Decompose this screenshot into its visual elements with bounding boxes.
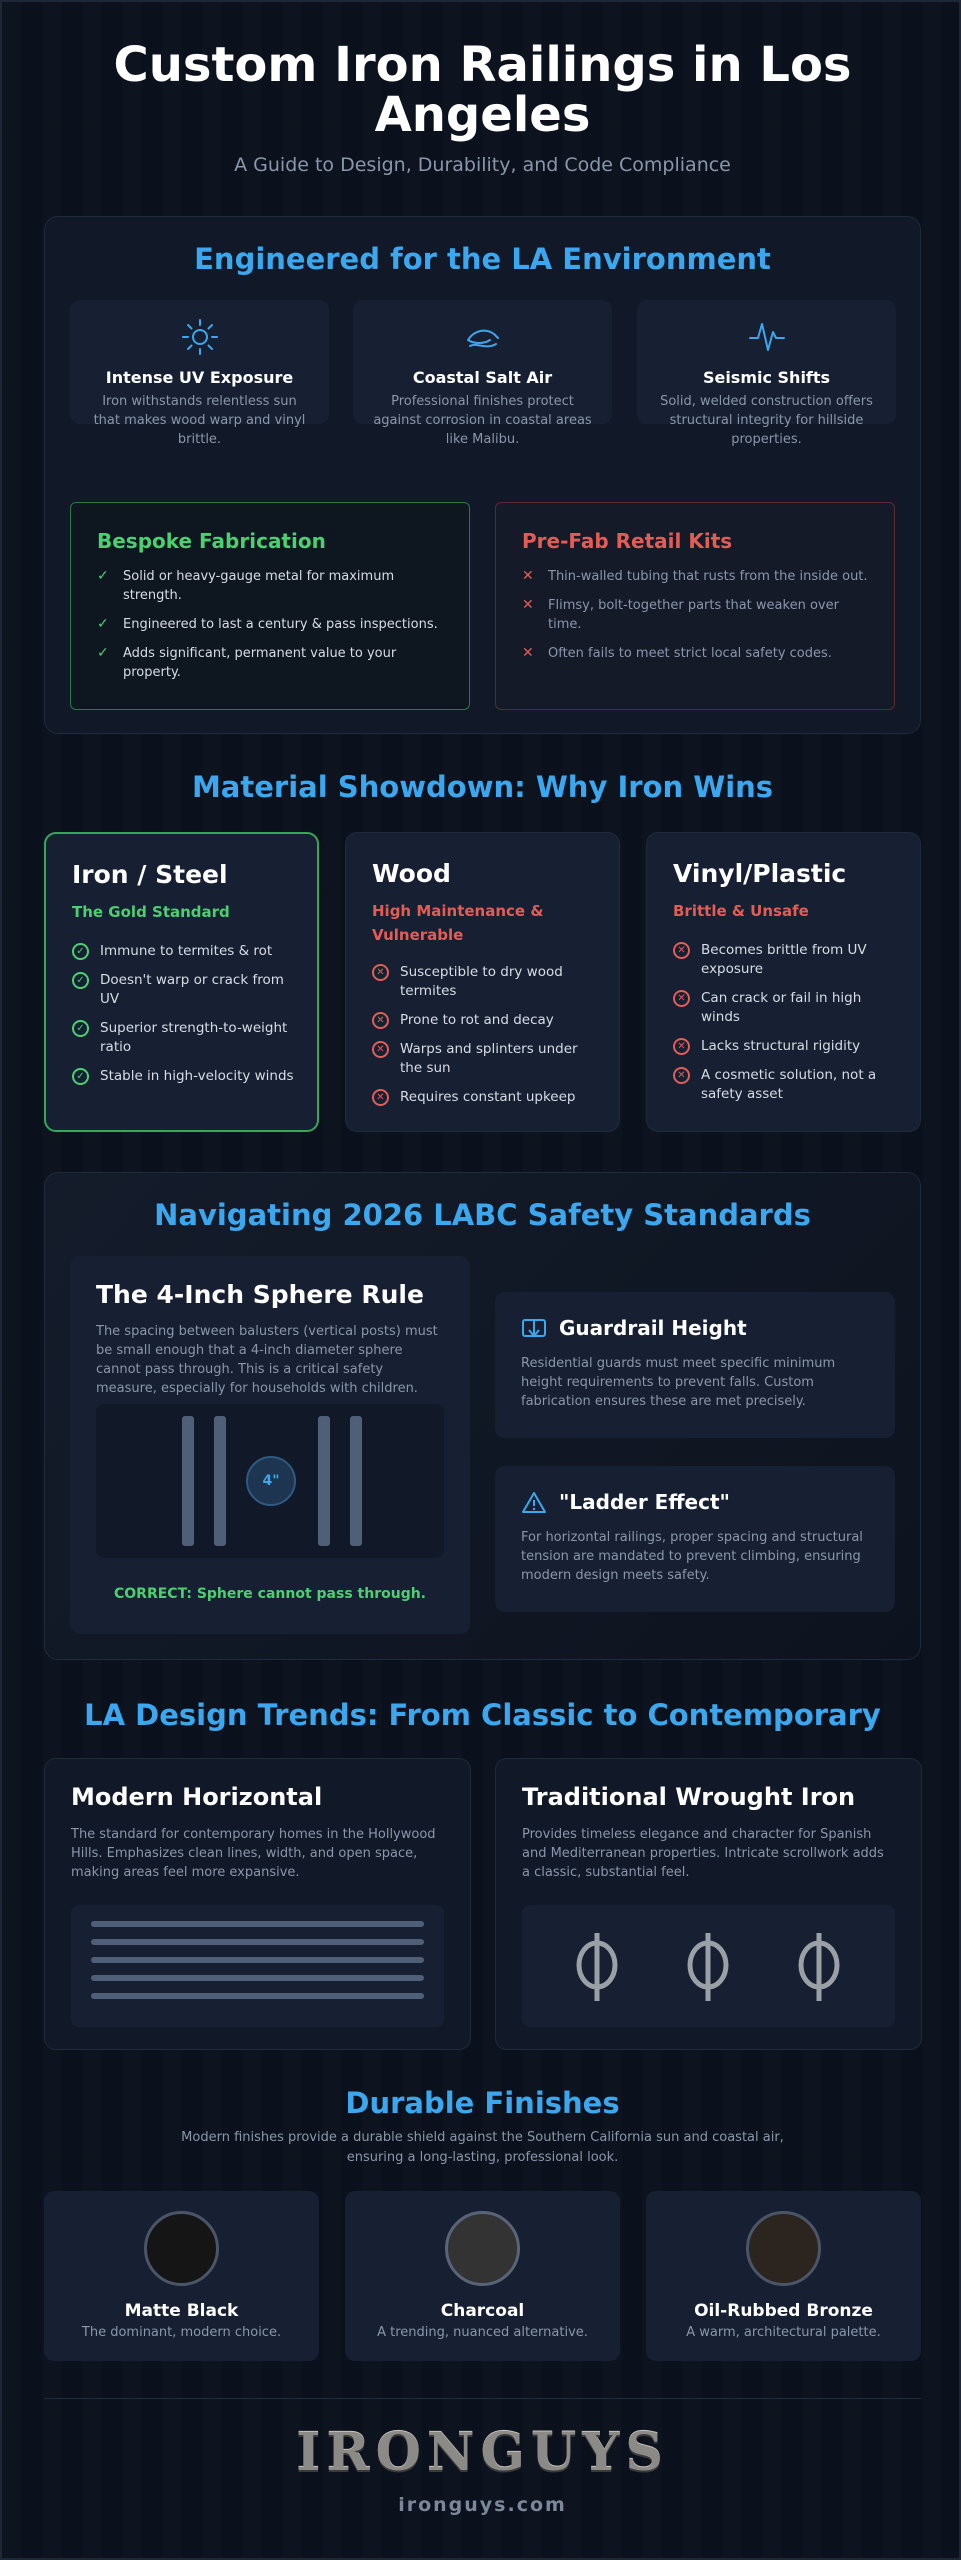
x-circle-icon: ✕ xyxy=(673,990,690,1007)
rail xyxy=(91,1957,424,1963)
list-item: ✕ Becomes brittle from UV exposure xyxy=(673,941,902,979)
trend-card-traditional xyxy=(495,1758,922,2050)
sphere-caption: CORRECT: Sphere cannot pass through. xyxy=(114,1586,426,1602)
finish-desc: The dominant, modern choice. xyxy=(81,2325,282,2340)
material-card-wood xyxy=(345,832,620,1132)
check-icon: ✓ xyxy=(97,616,109,632)
finish-card-matte-black xyxy=(44,2191,319,2361)
baluster-diagram xyxy=(96,1404,444,1558)
rail xyxy=(91,1921,424,1927)
env-card-text: Iron withstands relentless sun that makes wood warp and vinyl brittle. xyxy=(93,394,306,447)
list-item: ✕ A cosmetic solution, not a safety asset xyxy=(673,1066,902,1104)
trend-title: Traditional Wrought Iron xyxy=(522,1783,856,1811)
x-circle-icon: ✕ xyxy=(372,1041,389,1058)
check-circle-icon: ✓ xyxy=(72,1068,89,1085)
rail xyxy=(91,1939,424,1945)
guardrail-title: Guardrail Height xyxy=(559,1316,747,1340)
sphere-4-inch: 4" xyxy=(246,1456,296,1506)
guardrail-icon xyxy=(521,1316,547,1342)
cross-icon: ✕ xyxy=(522,645,534,661)
list-item: ✕ Requires constant upkeep xyxy=(372,1088,601,1107)
trend-title: Modern Horizontal xyxy=(71,1783,323,1811)
baluster xyxy=(214,1416,226,1546)
guardrail-card xyxy=(495,1292,895,1438)
finish-card-bronze xyxy=(646,2191,921,2361)
ladder-title: "Ladder Effect" xyxy=(559,1490,730,1514)
check-circle-icon: ✓ xyxy=(72,1020,89,1037)
wave-icon xyxy=(353,318,612,356)
list-item: ✕ Susceptible to dry wood termites xyxy=(372,963,601,1001)
list-item: ✓ Engineered to last a century & pass inspections. xyxy=(97,616,438,632)
list-item: ✕ Warps and splinters under the sun xyxy=(372,1040,601,1078)
list-item: ✕ Flimsy, bolt-together parts that weaken over time. xyxy=(522,597,839,632)
guardrail-text: Residential guards must meet specific minimum height requirements to prevent falls. Custom fabrication ensures these are met precisely. xyxy=(521,1356,836,1409)
finishes-intro: Modern finishes provide a durable shield against the Southern California sun and coastal air, ensuring a long-lasting, professional look. xyxy=(181,2130,784,2165)
list-item: ✕ Can crack or fail in high winds xyxy=(673,989,902,1027)
trends-title: LA Design Trends: From Classic to Contemporary xyxy=(84,1698,881,1732)
check-icon: ✓ xyxy=(97,645,109,661)
env-card-title: Coastal Salt Air xyxy=(412,368,553,387)
material-title: Iron / Steel xyxy=(72,860,228,889)
list-item: ✕ Thin-walled tubing that rusts from the inside out. xyxy=(522,568,868,584)
material-tag: The Gold Standard xyxy=(72,903,230,921)
bespoke-box xyxy=(70,502,470,710)
finish-swatch xyxy=(746,2211,821,2286)
check-circle-icon: ✓ xyxy=(72,943,89,960)
finish-name: Matte Black xyxy=(124,2301,239,2321)
sun-icon xyxy=(70,318,329,356)
material-tag: High Maintenance & Vulnerable xyxy=(372,902,544,944)
finish-swatch xyxy=(445,2211,520,2286)
sphere-rule-card xyxy=(70,1256,470,1634)
finish-desc: A warm, architectural palette. xyxy=(686,2325,881,2340)
env-card-text: Solid, welded construction offers structural integrity for hillside properties. xyxy=(660,394,873,447)
x-circle-icon: ✕ xyxy=(673,1038,690,1055)
environment-title: Engineered for the LA Environment xyxy=(194,242,771,276)
page-subtitle: A Guide to Design, Durability, and Code Compliance xyxy=(234,154,731,176)
rail xyxy=(91,1993,424,1999)
prefab-box xyxy=(495,502,895,710)
material-tag: Brittle & Unsafe xyxy=(673,902,809,920)
x-circle-icon: ✕ xyxy=(372,1012,389,1029)
env-card-text: Professional finishes protect against corrosion in coastal areas like Malibu. xyxy=(373,394,592,447)
x-circle-icon: ✕ xyxy=(673,1067,690,1084)
finish-swatch xyxy=(144,2211,219,2286)
wrought-iron-diagram xyxy=(522,1905,895,2027)
trend-text: The standard for contemporary homes in the Hollywood Hills. Emphasizes clean lines, width, and open space, making areas feel more expansive. xyxy=(71,1827,436,1880)
cross-icon: ✕ xyxy=(522,597,534,613)
finish-card-charcoal xyxy=(345,2191,620,2361)
sphere-rule-title: The 4-Inch Sphere Rule xyxy=(96,1280,424,1309)
env-card-seismic xyxy=(637,300,896,447)
page-title: Custom Iron Railings in Los Angeles xyxy=(113,37,852,143)
material-card-vinyl xyxy=(646,832,921,1132)
sphere-rule-text: The spacing between balusters (vertical posts) must be small enough that a 4-inch diameter sphere cannot pass through. This is a critical safety measure, especially for households with children. xyxy=(96,1324,438,1396)
env-card-uv xyxy=(70,300,329,447)
material-title: Wood xyxy=(372,859,451,888)
list-item: ✕ Prone to rot and decay xyxy=(372,1011,601,1030)
env-card-salt xyxy=(353,300,612,447)
list-item: ✓ Immune to termites & rot xyxy=(72,942,299,961)
ladder-text: For horizontal railings, proper spacing and structural tension are mandated to prevent climbing, ensuring modern design meets safety. xyxy=(521,1530,863,1583)
horizontal-railing-diagram xyxy=(71,1905,444,2027)
baluster xyxy=(182,1416,194,1546)
check-circle-icon: ✓ xyxy=(72,972,89,989)
baluster xyxy=(350,1416,362,1546)
x-circle-icon: ✕ xyxy=(372,1089,389,1106)
x-circle-icon: ✕ xyxy=(673,942,690,959)
rail xyxy=(91,1975,424,1981)
warning-icon xyxy=(521,1490,547,1516)
trend-card-modern xyxy=(44,1758,471,2050)
list-item: ✓ Solid or heavy-gauge metal for maximum strength. xyxy=(97,568,395,603)
footer-divider xyxy=(44,2398,921,2399)
finish-desc: A trending, nuanced alternative. xyxy=(377,2325,588,2340)
env-card-title: Intense UV Exposure xyxy=(105,368,294,387)
finish-name: Charcoal xyxy=(440,2301,525,2321)
finishes-title: Durable Finishes xyxy=(345,2086,620,2120)
safety-title: Navigating 2026 LABC Safety Standards xyxy=(154,1198,811,1232)
list-item: ✕ Lacks structural rigidity xyxy=(673,1037,902,1056)
check-icon: ✓ xyxy=(97,568,109,584)
list-item: ✓ Superior strength-to-weight ratio xyxy=(72,1019,299,1057)
list-item: ✓ Stable in high-velocity winds xyxy=(72,1067,299,1086)
trend-text: Provides timeless elegance and character for Spanish and Mediterranean properties. Intricate scrollwork adds a classic, substantial feel. xyxy=(522,1827,884,1880)
prefab-title: Pre-Fab Retail Kits xyxy=(522,529,733,553)
list-item: ✕ Often fails to meet strict local safety codes. xyxy=(522,645,832,661)
list-item: ✓ Doesn't warp or crack from UV xyxy=(72,971,299,1009)
material-title: Vinyl/Plastic xyxy=(673,859,847,888)
ironguys-logo: IRONGUYS xyxy=(296,2422,669,2483)
env-card-title: Seismic Shifts xyxy=(702,368,831,387)
finish-name: Oil-Rubbed Bronze xyxy=(694,2301,873,2321)
cross-icon: ✕ xyxy=(522,568,534,584)
seismic-icon xyxy=(637,318,896,356)
x-circle-icon: ✕ xyxy=(372,964,389,981)
list-item: ✓ Adds significant, permanent value to your property. xyxy=(97,645,397,680)
material-card-iron xyxy=(44,832,319,1132)
materials-title: Material Showdown: Why Iron Wins xyxy=(191,770,774,804)
baluster xyxy=(318,1416,330,1546)
ladder-card xyxy=(495,1466,895,1612)
bespoke-title: Bespoke Fabrication xyxy=(97,529,326,553)
footer-url[interactable]: ironguys.com xyxy=(398,2494,567,2516)
